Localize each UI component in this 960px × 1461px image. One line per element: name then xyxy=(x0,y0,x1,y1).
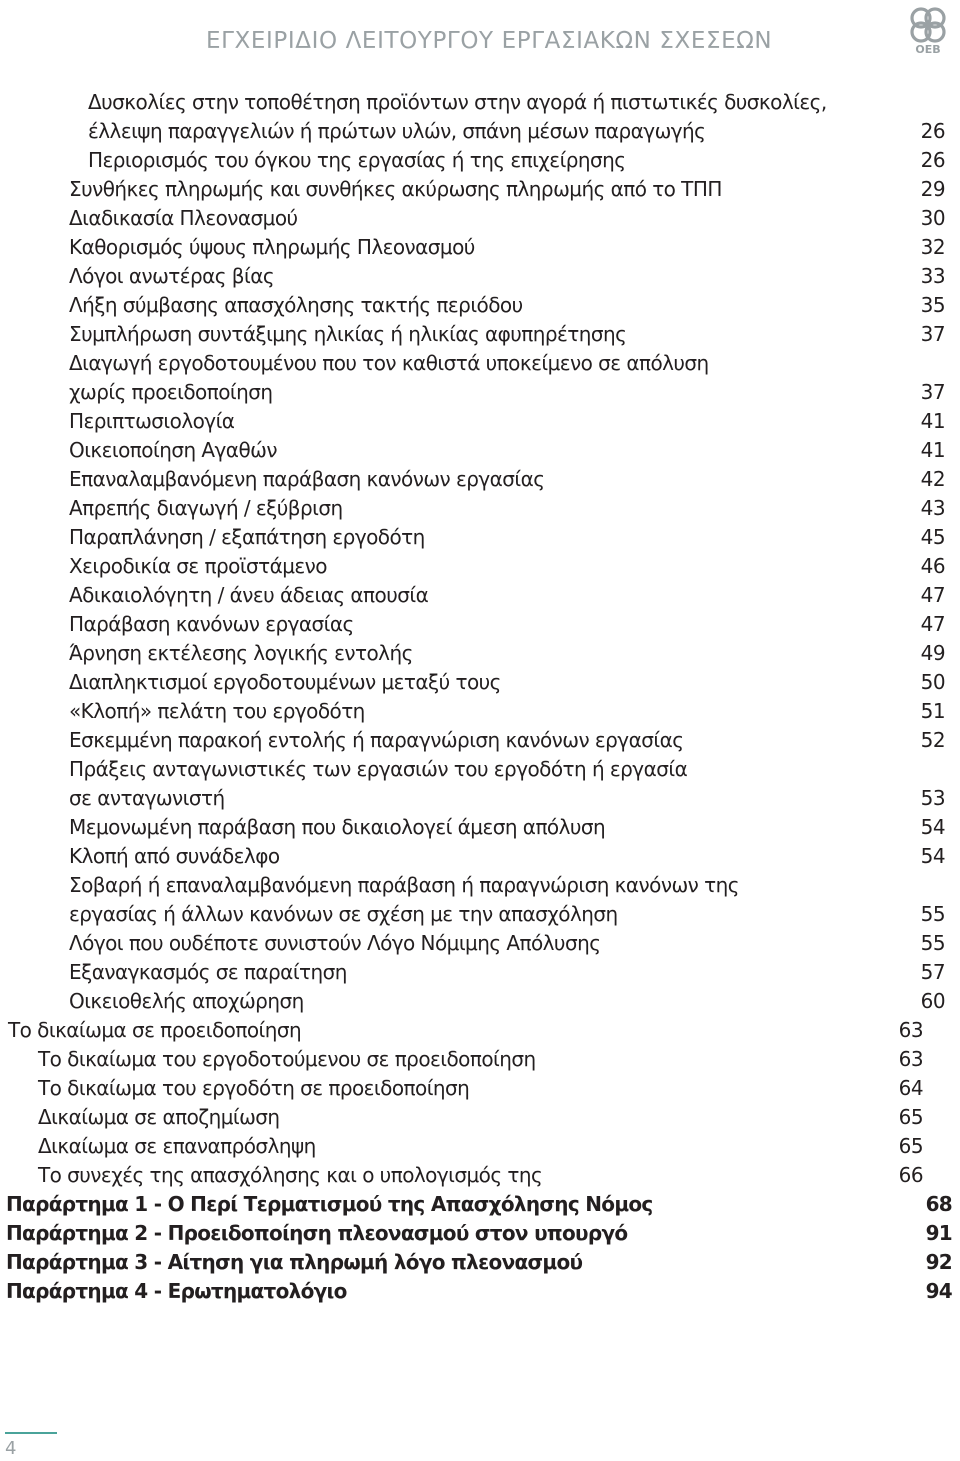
toc-entry-title: Αδικαιολόγητη / άνευ άδειας απουσία xyxy=(69,583,429,607)
toc-entry-title: Καθορισμός ύψους πληρωμής Πλεονασμού xyxy=(69,235,475,259)
toc-entry-title: Πράξεις ανταγωνιστικές των εργασιών του εργοδότη ή εργασία xyxy=(69,757,688,781)
toc-entry-page: 64 xyxy=(898,1076,923,1100)
toc-entry-page: 26 xyxy=(920,119,945,143)
toc-entry[interactable] xyxy=(0,117,960,146)
footer-divider xyxy=(5,1432,57,1434)
toc-entry-title: Δυσκολίες στην τοποθέτηση προϊόντων στην αγορά ή πιστωτικές δυσκολίες, xyxy=(88,90,827,114)
toc-entry-title: χωρίς προειδοποίηση xyxy=(69,380,273,404)
toc-entry-page: 91 xyxy=(925,1221,952,1245)
toc-entry-title: Παράρτημα 2 - Προειδοποίηση πλεονασμού στον υπουργό xyxy=(6,1221,628,1245)
toc-entry-title: Περιπτωσιολογία xyxy=(69,409,235,433)
toc-entry-page: 57 xyxy=(920,960,945,984)
toc-entry[interactable] xyxy=(0,523,960,552)
toc-entry-page: 54 xyxy=(920,844,945,868)
toc-entry[interactable] xyxy=(0,929,960,958)
toc-entry-title: σε ανταγωνιστή xyxy=(69,786,225,810)
toc-entry-page: 26 xyxy=(920,148,945,172)
toc-entry-page: 94 xyxy=(925,1279,952,1303)
toc-entry[interactable] xyxy=(0,755,960,784)
toc-entry-title: Λήξη σύμβασης απασχόλησης τακτής περιόδου xyxy=(69,293,523,317)
toc-entry-page: 29 xyxy=(920,177,945,201)
toc-entry-title: Το δικαίωμα του εργοδότη σε προειδοποίηση xyxy=(38,1076,470,1100)
toc-entry[interactable] xyxy=(0,175,960,204)
toc-entry-title: Συμπλήρωση συντάξιμης ηλικίας ή ηλικίας αφυπηρέτησης xyxy=(69,322,627,346)
toc-entry-page: 33 xyxy=(920,264,945,288)
toc-entry[interactable] xyxy=(0,610,960,639)
toc-entry[interactable] xyxy=(0,436,960,465)
toc-appendix-entry[interactable] xyxy=(0,1219,960,1248)
toc-entry-title: Επαναλαμβανόμενη παράβαση κανόνων εργασίας xyxy=(69,467,545,491)
toc-entry[interactable] xyxy=(0,146,960,175)
toc-entry-page: 68 xyxy=(925,1192,952,1216)
toc-entry-page: 55 xyxy=(920,902,945,926)
toc-entry-page: 30 xyxy=(920,206,945,230)
toc-entry[interactable] xyxy=(0,1103,960,1132)
toc-entry[interactable] xyxy=(0,697,960,726)
toc-entry[interactable] xyxy=(0,1161,960,1190)
toc-entry-title: Εξαναγκασμός σε παραίτηση xyxy=(69,960,347,984)
toc-entry-title: Παραπλάνηση / εξαπάτηση εργοδότη xyxy=(69,525,425,549)
toc-entry-page: 65 xyxy=(898,1105,923,1129)
toc-entry-page: 49 xyxy=(920,641,945,665)
toc-entry-title: Το δικαίωμα σε προειδοποίηση xyxy=(8,1018,302,1042)
toc-entry[interactable] xyxy=(0,320,960,349)
toc-entry[interactable] xyxy=(0,88,960,117)
toc-entry[interactable] xyxy=(0,465,960,494)
toc-entry-title: Οικειοποίηση Αγαθών xyxy=(69,438,277,462)
toc-entry-page: 92 xyxy=(925,1250,952,1274)
toc-appendix-entry[interactable] xyxy=(0,1277,960,1306)
toc-entry[interactable] xyxy=(0,581,960,610)
toc-entry-title: Μεμονωμένη παράβαση που δικαιολογεί άμεση απόλυση xyxy=(69,815,606,839)
toc-entry-title: Κλοπή από συνάδελφο xyxy=(69,844,280,868)
toc-entry-title: Άρνηση εκτέλεσης λογικής εντολής xyxy=(69,641,413,665)
toc-entry[interactable] xyxy=(0,958,960,987)
toc-entry[interactable] xyxy=(0,987,960,1016)
toc-entry-title: Εσκεμμένη παρακοή εντολής ή παραγνώριση κανόνων εργασίας xyxy=(69,728,684,752)
toc-entry-page: 55 xyxy=(920,931,945,955)
toc-entry-title: Παράρτημα 4 - Ερωτηματολόγιο xyxy=(6,1279,347,1303)
toc-entry-page: 50 xyxy=(920,670,945,694)
toc-entry-title: «Κλοπή» πελάτη του εργοδότη xyxy=(69,699,365,723)
toc-entry-title: Λόγοι ανωτέρας βίας xyxy=(69,264,275,288)
toc-entry-title: Διαγωγή εργοδοτουμένου που τον καθιστά υποκείμενο σε απόλυση xyxy=(69,351,709,375)
toc-entry-page: 32 xyxy=(920,235,945,259)
toc-entry-page: 47 xyxy=(920,612,945,636)
toc-entry-title: Δικαίωμα σε αποζημίωση xyxy=(38,1105,280,1129)
toc-entry[interactable] xyxy=(0,378,960,407)
toc-entry[interactable] xyxy=(0,639,960,668)
toc-entry-page: 41 xyxy=(920,409,945,433)
toc-entry-page: 37 xyxy=(920,380,945,404)
toc-entry-title: Παράρτημα 1 - Ο Περί Τερματισμού της Απασχόλησης Νόμος xyxy=(6,1192,653,1216)
toc-entry-title: Οικειοθελής αποχώρηση xyxy=(69,989,304,1013)
toc-entry-title: Διαδικασία Πλεονασμού xyxy=(69,206,298,230)
toc-entry[interactable] xyxy=(0,204,960,233)
toc-entry-page: 54 xyxy=(920,815,945,839)
toc-entry[interactable] xyxy=(0,900,960,929)
toc-entry[interactable] xyxy=(0,813,960,842)
toc-entry[interactable] xyxy=(0,842,960,871)
table-of-contents xyxy=(0,88,960,1306)
toc-entry-title: Παράρτημα 3 - Αίτηση για πληρωμή λόγο πλεονασμού xyxy=(6,1250,583,1274)
toc-entry[interactable] xyxy=(0,552,960,581)
logo-text: OEB xyxy=(915,43,941,55)
page-number: 4 xyxy=(5,1438,17,1459)
toc-entry-title: έλλειψη παραγγελιών ή πρώτων υλών, σπάνη μέσων παραγωγής xyxy=(88,119,706,143)
toc-entry-page: 60 xyxy=(920,989,945,1013)
toc-entry-title: Το συνεχές της απασχόλησης και ο υπολογισμός της xyxy=(38,1163,543,1187)
toc-entry[interactable] xyxy=(0,1074,960,1103)
toc-entry-title: Συνθήκες πληρωμής και συνθήκες ακύρωσης πληρωμής από το ΤΠΠ xyxy=(69,177,722,201)
toc-entry-page: 63 xyxy=(898,1047,923,1071)
toc-entry-title: Περιορισμός του όγκου της εργασίας ή της επιχείρησης xyxy=(88,148,626,172)
toc-appendix-entry[interactable] xyxy=(0,1190,960,1219)
oeb-logo-icon xyxy=(903,3,953,55)
toc-entry-page: 52 xyxy=(920,728,945,752)
toc-entry-page: 46 xyxy=(920,554,945,578)
toc-entry-title: Λόγοι που ουδέποτε συνιστούν Λόγο Νόμιμης Απόλυσης xyxy=(69,931,601,955)
toc-entry-page: 42 xyxy=(920,467,945,491)
toc-entry[interactable] xyxy=(0,349,960,378)
toc-entry-page: 35 xyxy=(920,293,945,317)
toc-entry[interactable] xyxy=(0,291,960,320)
toc-entry[interactable] xyxy=(0,1016,960,1045)
toc-entry-page: 43 xyxy=(920,496,945,520)
toc-entry-page: 47 xyxy=(920,583,945,607)
toc-entry-page: 66 xyxy=(898,1163,923,1187)
toc-entry-page: 63 xyxy=(898,1018,923,1042)
toc-entry-title: Δικαίωμα σε επαναπρόσληψη xyxy=(38,1134,316,1158)
document-title: ΕΓΧΕΙΡΙΔΙΟ ΛΕΙΤΟΥΡΓΟΥ ΕΡΓΑΣΙΑΚΩΝ ΣΧΕΣΕΩΝ xyxy=(206,28,773,54)
toc-entry[interactable] xyxy=(0,784,960,813)
toc-entry-page: 53 xyxy=(920,786,945,810)
toc-entry-title: Παράβαση κανόνων εργασίας xyxy=(69,612,354,636)
toc-entry[interactable] xyxy=(0,1045,960,1074)
toc-entry[interactable] xyxy=(0,262,960,291)
toc-entry-page: 37 xyxy=(920,322,945,346)
toc-appendix-entry[interactable] xyxy=(0,1248,960,1277)
toc-entry[interactable] xyxy=(0,494,960,523)
toc-entry-title: Απρεπής διαγωγή / εξύβριση xyxy=(69,496,343,520)
toc-entry-page: 45 xyxy=(920,525,945,549)
toc-entry[interactable] xyxy=(0,871,960,900)
toc-entry-title: Χειροδικία σε προϊστάμενο xyxy=(69,554,327,578)
toc-entry-title: Το δικαίωμα του εργοδοτούμενου σε προειδοποίηση xyxy=(38,1047,536,1071)
toc-entry-page: 51 xyxy=(920,699,945,723)
toc-entry-title: εργασίας ή άλλων κανόνων σε σχέση με την απασχόληση xyxy=(69,902,618,926)
toc-entry-page: 65 xyxy=(898,1134,923,1158)
toc-entry-page: 41 xyxy=(920,438,945,462)
toc-entry[interactable] xyxy=(0,407,960,436)
toc-entry[interactable] xyxy=(0,726,960,755)
toc-entry[interactable] xyxy=(0,668,960,697)
toc-entry-title: Σοβαρή ή επαναλαμβανόμενη παράβαση ή παραγνώριση κανόνων της xyxy=(69,873,739,897)
toc-entry[interactable] xyxy=(0,1132,960,1161)
toc-entry-title: Διαπληκτισμοί εργοδοτουμένων μεταξύ τους xyxy=(69,670,501,694)
toc-entry[interactable] xyxy=(0,233,960,262)
